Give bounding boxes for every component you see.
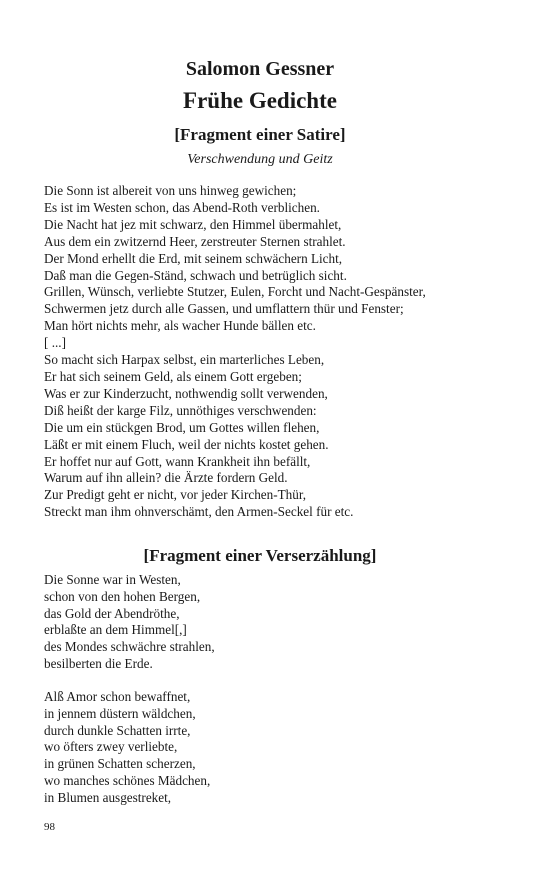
verse-line: erblaßte an dem Himmel[,]	[44, 622, 187, 638]
verse-line: Daß man die Gegen-Ständ, schwach und betrüglich sicht.	[44, 267, 347, 283]
satire-verse	[44, 183, 494, 521]
verserzaehlung-stanza-2	[44, 689, 494, 807]
verse-line: Zur Predigt geht er nicht, vor jeder Kirchen-Thür,	[44, 487, 307, 503]
verse-line: Es ist im Westen schon, das Abend-Roth verblichen.	[44, 199, 320, 215]
verse-line: Schwermen jetz durch alle Gassen, und umflattern thür und Fenster;	[44, 301, 404, 317]
verse-line: Aus dem ein zwitzernd Heer, zerstreuter Sternen strahlet.	[44, 233, 346, 249]
book-title: Frühe Gedichte	[183, 88, 337, 113]
verse-line: Diß heißt der karge Filz, unnöthiges verschwenden:	[44, 402, 317, 418]
verse-line: Warum auf ihn allein? die Ärzte fordern Geld.	[44, 470, 288, 486]
section-subtitle-satire: Verschwendung und Geitz	[187, 152, 333, 167]
verse-line: durch dunkle Schatten irrte,	[44, 722, 191, 738]
verse-line: Die Sonn ist albereit von uns hinweg gewichen;	[44, 183, 297, 198]
verse-line: Er hoffet nur auf Gott, wann Krankheit ihn befällt,	[44, 453, 311, 469]
section-title-satire: [Fragment einer Satire]	[174, 125, 346, 144]
verse-line: Die Nacht hat jez mit schwarz, den Himmel übermahlet,	[44, 216, 342, 232]
verse-line: wo öfters zwey verliebte,	[44, 739, 178, 755]
verse-line: Er hat sich seinem Geld, als einem Gott ergeben;	[44, 368, 302, 384]
verse-line: Was er zur Kinderzucht, nothwendig sollt verwenden,	[44, 385, 328, 401]
verse-line: in Blumen ausgestreket,	[44, 789, 172, 805]
author-name: Salomon Gessner	[185, 58, 335, 80]
verse-line: des Mondes schwächre strahlen,	[44, 639, 215, 655]
verse-line: Der Mond erhellt die Erd, mit seinem schwächern Licht,	[44, 250, 343, 266]
verse-line: Streckt man ihm ohnverschämt, den Armen-Seckel für etc.	[44, 504, 354, 520]
verse-line: Die Sonne war in Westen,	[44, 572, 181, 587]
verse-line: in grünen Schatten scherzen,	[44, 756, 196, 772]
verse-line: [ ...]	[44, 335, 66, 351]
verse-line: das Gold der Abendröthe,	[44, 605, 180, 621]
verse-line: So macht sich Harpax selbst, ein marterliches Leben,	[44, 352, 325, 368]
verse-line: Man hört nichts mehr, als wacher Hunde bällen etc.	[44, 318, 316, 334]
verse-line: in jennem düstern wäldchen,	[44, 705, 196, 721]
verse-line: wo manches schönes Mädchen,	[44, 772, 211, 788]
verse-line: Die um ein stückgen Brod, um Gottes willen flehen,	[44, 419, 320, 435]
page-number: 98	[44, 821, 55, 833]
verse-line: Grillen, Wünsch, verliebte Stutzer, Eulen, Forcht und Nacht-Gespänster,	[44, 284, 426, 300]
verse-line: Läßt er mit einem Fluch, weil der nichts kostet gehen.	[44, 436, 329, 452]
section-title-verserzaehlung: [Fragment einer Verserzählung]	[143, 546, 377, 565]
verse-line: besilberten die Erde.	[44, 655, 153, 671]
verse-line: schon von den hohen Bergen,	[44, 588, 201, 604]
verserzaehlung-stanza-1	[44, 572, 494, 673]
verse-line: Alß Amor schon bewaffnet,	[44, 689, 191, 704]
